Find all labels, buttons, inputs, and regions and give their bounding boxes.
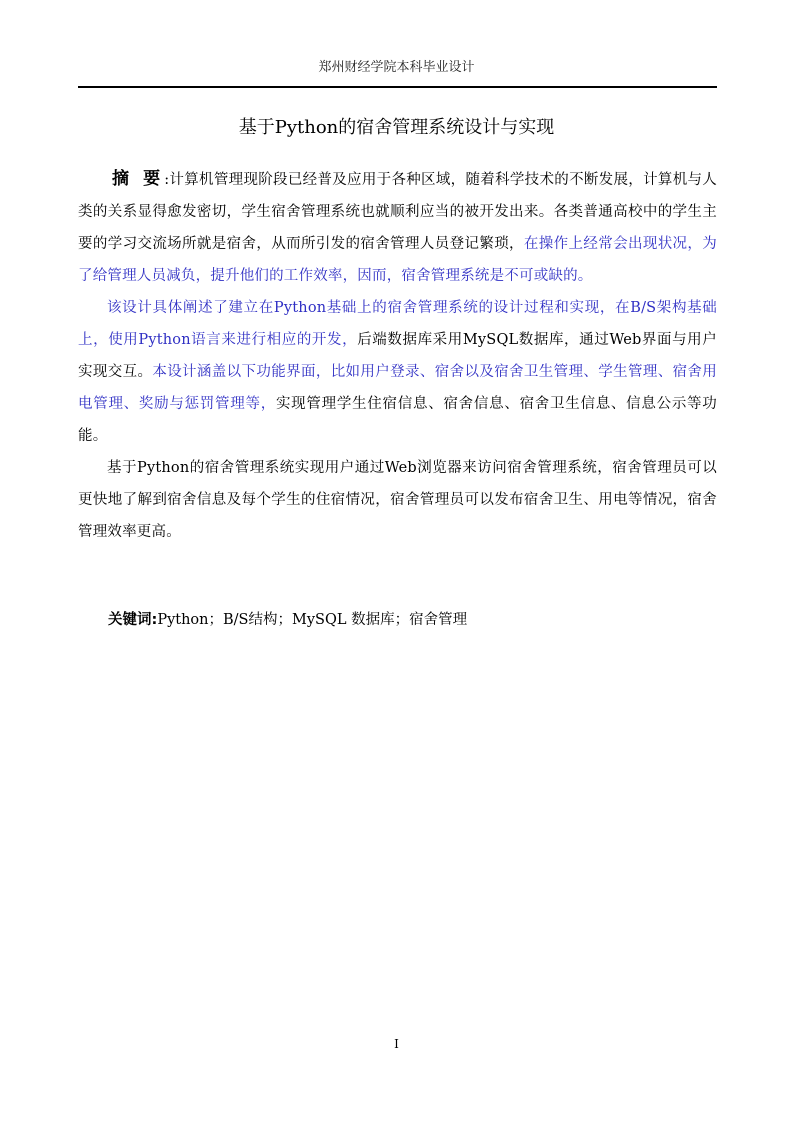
keywords-label: 关键词: bbox=[108, 612, 158, 628]
document-title: 基于Python的宿舍管理系统设计与实现 bbox=[238, 117, 555, 138]
abstract-p1-plain: 计算机管理现阶段已经普及应用于各种区域，随着科学技术的不断发展，计算机与人类的关系显得愈发密切，学生宿舍管理系统也就顺利应当的被开发出来。各类普通高校中的学生主要的学习交流场所就是宿舍，从而所引发的宿舍管理人员登记繁琐， bbox=[78, 172, 717, 252]
header-rule bbox=[78, 86, 717, 88]
abstract-paragraph-1 bbox=[78, 163, 717, 292]
abstract-p2-plain-1: 后端数据库采用MySQL数据库，通过Web界面与用户实现交互。 bbox=[78, 332, 717, 380]
abstract-body bbox=[78, 163, 717, 548]
abstract-paragraph-2 bbox=[78, 292, 717, 452]
abstract-p2-highlight-2: 本设计涵盖以下功能界面，比如用户登录、宿舍以及宿舍卫生管理、学生管理、宿舍用电管理、奖励与惩罚管理等， bbox=[78, 364, 717, 412]
abstract-p2-plain-2: 实现管理学生住宿信息、宿舍信息、宿舍卫生信息、信息公示等功能。 bbox=[78, 396, 717, 444]
abstract-paragraph-3: 基于Python的宿舍管理系统实现用户通过Web浏览器来访问宿舍管理系统，宿舍管理员可以更快地了解到宿舍信息及每个学生的住宿情况，宿舍管理员可以发布宿舍卫生、用电等情况，宿舍管理效率更高。 bbox=[78, 460, 717, 540]
running-header: 郑州财经学院本科毕业设计 bbox=[318, 60, 475, 75]
abstract-p1-highlight: 在操作上经常会出现状况，为了给管理人员减负，提升他们的工作效率，因而，宿舍管理系统是不可或缺的。 bbox=[78, 236, 717, 284]
abstract-p2-highlight-1: 该设计具体阐述了建立在Python基础上的宿舍管理系统的设计过程和实现，在B/S架构基础上，使用Python语言来进行相应的开发， bbox=[78, 300, 717, 348]
page-number: I bbox=[394, 1037, 399, 1051]
keywords-text: Python；B/S结构；MySQL 数据库；宿舍管理 bbox=[157, 612, 468, 628]
keywords-line bbox=[108, 606, 708, 634]
abstract-label: 摘 要 bbox=[112, 169, 165, 189]
abstract-label-separator: : bbox=[164, 172, 170, 188]
